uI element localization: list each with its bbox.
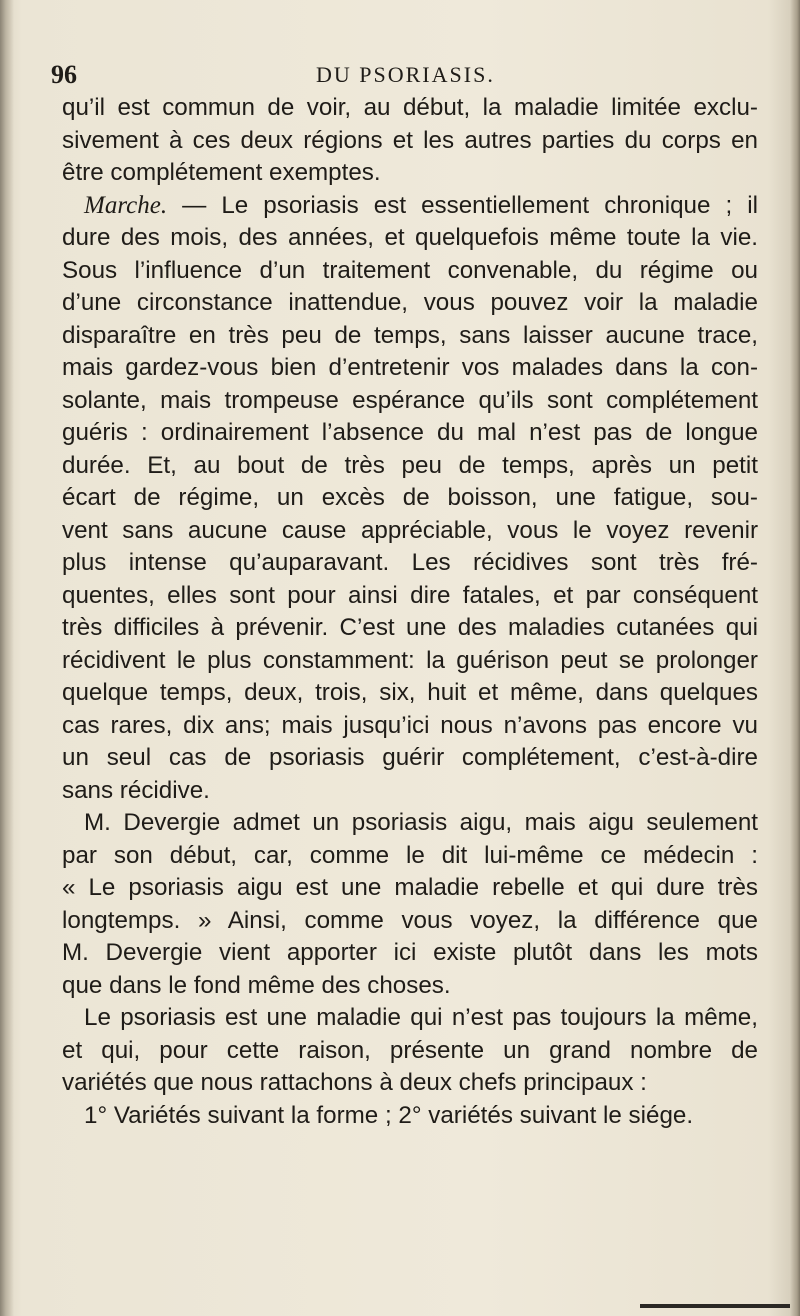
text-line: Sous l’influence d’un traitement convenable, du régime ou (62, 256, 758, 284)
text-line: par son début, car, comme le dit lui-même ce médecin : (62, 841, 758, 869)
text-line: quelque temps, deux, trois, six, huit et même, dans quelques (62, 679, 758, 706)
text-line: et qui, pour cette raison, présente un grand nombre de (62, 1036, 758, 1064)
text-line: longtemps. » Ainsi, comme vous voyez, la différence que (62, 906, 758, 934)
text-line: Le psoriasis est une maladie qui n’est pas toujours la même, (84, 1004, 758, 1031)
text-line: récidivent le plus constamment: la guérison peut se prolonger (62, 646, 758, 674)
text-run: — Le psoriasis est essentiellement chronique ; il (182, 191, 758, 219)
running-title: DU PSORIASIS. (316, 62, 495, 87)
text-line: d’une circonstance inattendue, vous pouvez voir la maladie (62, 289, 758, 316)
running-head (0, 54, 800, 94)
text-line: sans récidive. (62, 776, 210, 804)
text-line: M. Devergie vient apporter ici existe plutôt dans les mots (62, 939, 758, 966)
text-line: dure des mois, des années, et quelquefois même toute la vie. (62, 224, 758, 251)
text-line: plus intense qu’auparavant. Les récidives sont très fré- (62, 549, 758, 576)
text-line: qu’il est commun de voir, au début, la maladie limitée exclu- (62, 94, 758, 121)
text-line: variétés que nous rattachons à deux chefs principaux : (62, 1069, 647, 1096)
text-line: très difficiles à prévenir. C’est une des maladies cutanées qui (62, 614, 758, 641)
text-line: M. Devergie admet un psoriasis aigu, mais aigu seulement (84, 809, 758, 836)
text-line: sivement à ces deux régions et les autres parties du corps en (62, 126, 758, 154)
text-line: un seul cas de psoriasis guérir complétement, c’est-à-dire (62, 744, 758, 771)
text-line (62, 190, 758, 223)
page-edge (790, 0, 800, 1316)
text-line: écart de régime, un excès de boisson, une fatigue, sou- (62, 484, 758, 511)
text-line: que dans le fond même des choses. (62, 971, 451, 999)
bottom-edge-rule (640, 1304, 790, 1308)
text-line: quentes, elles sont pour ainsi dire fatales, et par conséquent (62, 581, 758, 609)
text-line: solante, mais trompeuse espérance qu’ils sont complétement (62, 386, 758, 414)
text-line: guéris : ordinairement l’absence du mal n’est pas de longue (62, 419, 758, 446)
binding-shadow (0, 0, 14, 1316)
body-text (62, 92, 758, 1132)
page-number: 96 (51, 60, 77, 89)
text-line: durée. Et, au bout de très peu de temps, après un petit (62, 451, 758, 479)
text-line: vent sans aucune cause appréciable, vous le voyez revenir (62, 516, 758, 544)
section-label-marche: Marche. (84, 191, 168, 219)
text-line: mais gardez-vous bien d’entretenir vos malades dans la con- (62, 354, 758, 381)
text-line: être complétement exemptes. (62, 159, 381, 186)
text-line: cas rares, dix ans; mais jusqu’ici nous n’avons pas encore vu (62, 711, 758, 739)
text-line: 1° Variétés suivant la forme ; 2° variétés suivant le siége. (84, 1101, 694, 1129)
text-line: disparaître en très peu de temps, sans laisser aucune trace, (62, 321, 758, 349)
text-line: « Le psoriasis aigu est une maladie rebelle et qui dure très (62, 874, 758, 901)
